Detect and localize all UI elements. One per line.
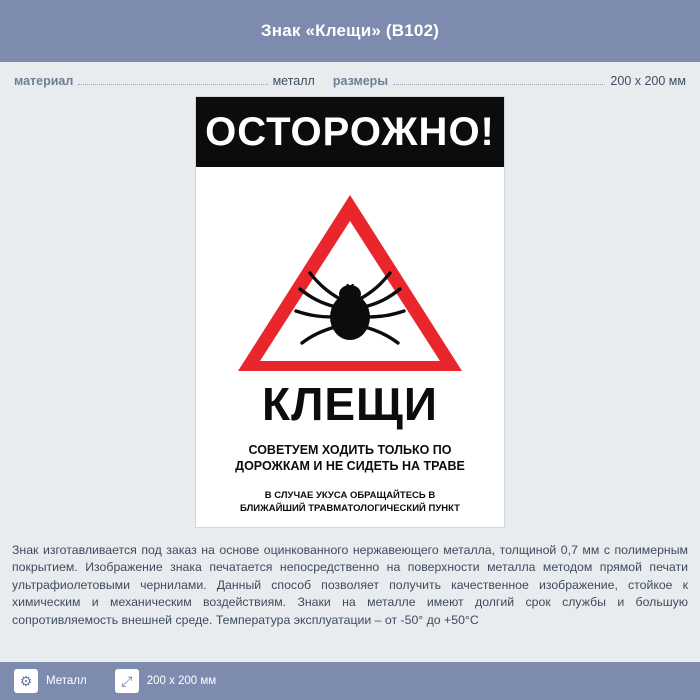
footer-size-chip (115, 669, 217, 693)
page-footer (0, 662, 700, 700)
sign-note-line-1: В СЛУЧАЕ УКУСА ОБРАЩАЙТЕСЬ В (264, 490, 436, 502)
tick-mite-icon (234, 191, 466, 375)
sign-note-line-2: БЛИЖАЙШИЙ ТРАВМАТОЛОГИЧЕСКИЙ ПУНКТ (240, 502, 460, 514)
page-title: Знак «Клещи» (B102) (260, 21, 440, 40)
footer-material-label: Металл (46, 675, 87, 687)
spec-row (0, 62, 700, 94)
sign-subtext-line-1: СОВЕТУЕМ ХОДИТЬ ТОЛЬКО ПО (248, 443, 452, 458)
sign-main-word: КЛЕЩИ (262, 378, 438, 431)
warning-triangle (234, 191, 466, 375)
page-header (0, 0, 700, 62)
sign-subtext (235, 443, 465, 474)
gear-icon: ⚙ (14, 669, 38, 693)
spec-size-value: 200 x 200 мм (610, 74, 686, 88)
footer-size-label: 200 x 200 мм (146, 675, 217, 687)
sign-preview (0, 96, 700, 528)
spec-material-leader (78, 78, 267, 85)
spec-material-label: материал (14, 74, 74, 88)
sign-artwork (195, 96, 505, 528)
sign-band-text: ОСТОРОЖНО! (205, 110, 495, 155)
sign-subtext-line-2: ДОРОЖКАМ И НЕ СИДЕТЬ НА ТРАВЕ (235, 458, 465, 473)
spec-size-leader (393, 78, 605, 85)
spec-material-value: металл (272, 74, 315, 88)
spec-size (333, 74, 686, 88)
footer-material-chip (14, 669, 87, 693)
product-description: Знак изготавливается под заказ на основе оцинкованного нержавеющего металла, толщиной 0,7 мм с полимерным покрытием. Изображение знака печатается непосредственно на поверхности металла методом прямой печати ультрафиолетовыми чернилами. Данный способ позволяет получить качественное изображение, стойкое к химическим и механическим воздействиям. Знаки на металле имеют долгий срок службы и большую сопротивляемость внешней среде. Температура эксплуатации – от -50° до +50°C (12, 543, 688, 627)
sign-body (196, 167, 504, 527)
resize-icon: ⤢ (115, 669, 139, 693)
sign-warning-band (196, 97, 504, 167)
sign-note (240, 490, 460, 515)
spec-material (14, 74, 315, 88)
spec-size-label: размеры (332, 74, 388, 88)
